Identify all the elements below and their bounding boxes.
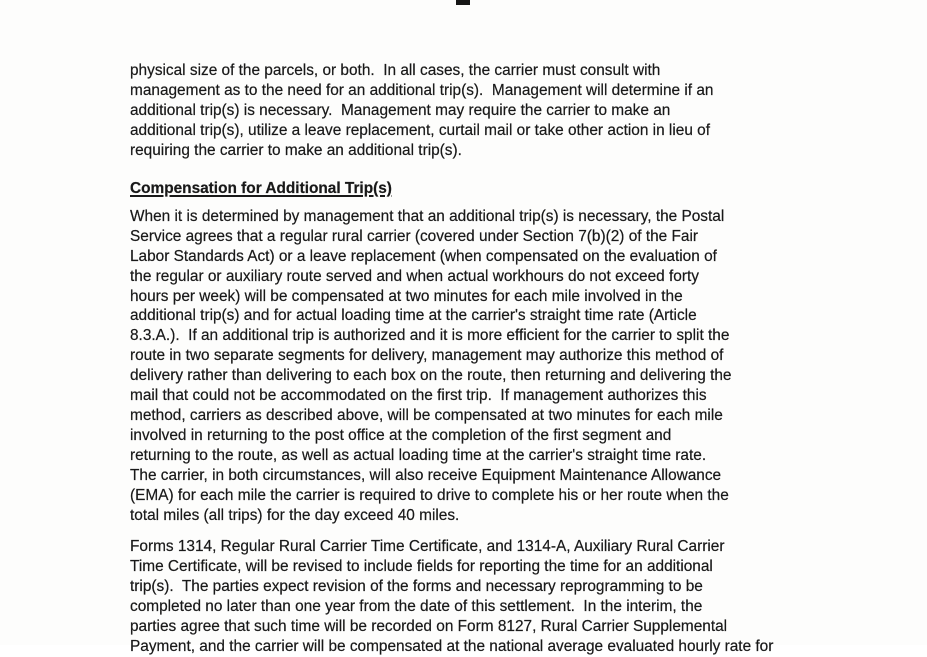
text-line: Service agrees that a regular rural carrier (covered under Section 7(b)(2) of the Fair <box>130 227 698 245</box>
text-line: 8.3.A.). If an additional trip is authorized and it is more efficient for the carrier to split the <box>130 327 730 345</box>
text-line: management as to the need for an additional trip(s). Management will determine if an <box>130 81 714 99</box>
text-line: Labor Standards Act) or a leave replacement (when compensated on the evaluation of <box>130 247 717 265</box>
text-line: Forms 1314, Regular Rural Carrier Time Certificate, and 1314-A, Auxiliary Rural Carrier <box>130 538 725 556</box>
text-line: hours per week) will be compensated at two minutes for each mile involved in the <box>130 287 683 305</box>
section-heading <box>130 179 830 199</box>
text-line: Time Certificate, will be revised to include fields for reporting the time for an additional <box>130 558 713 576</box>
text-line: Payment, and the carrier will be compensated at the national average evaluated hourly rate for <box>130 637 774 655</box>
text-line: returning to the route, as well as actual loading time at the carrier's straight time rate. <box>130 446 707 464</box>
text-line: completed no later than one year from the date of this settlement. In the interim, the <box>130 598 703 616</box>
text-line: physical size of the parcels, or both. In all cases, the carrier must consult with <box>130 62 661 79</box>
text-line: involved in returning to the post office at the completion of the first segment and <box>130 426 672 444</box>
text-line: additional trip(s) and for actual loading time at the carrier's straight time rate (Article <box>130 307 697 325</box>
document-body <box>130 61 830 657</box>
text-line: total miles (all trips) for the day exceed 40 miles. <box>130 506 460 524</box>
text-line: trip(s). The parties expect revision of the forms and necessary reprogramming to be <box>130 578 703 596</box>
page-number-cutoff-mark <box>456 0 470 5</box>
text-line: method, carriers as described above, will be compensated at two minutes for each mile <box>130 407 723 424</box>
paragraph <box>130 207 830 526</box>
text-line: When it is determined by management that an additional trip(s) is necessary, the Postal <box>130 207 725 225</box>
text-line: additional trip(s), utilize a leave replacement, curtail mail or take other action in lieu of <box>130 121 710 139</box>
text-line: (EMA) for each mile the carrier is required to drive to complete his or her route when the <box>130 486 729 504</box>
text-line: parties agree that such time will be recorded on Form 8127, Rural Carrier Supplemental <box>130 618 728 636</box>
text-line: delivery rather than delivering to each box on the route, then returning and delivering the <box>130 367 732 385</box>
text-line: The carrier, in both circumstances, will also receive Equipment Maintenance Allowance <box>130 466 722 484</box>
text-line: requiring the carrier to make an additional trip(s). <box>130 141 462 159</box>
paragraph <box>130 537 830 656</box>
text-line: route in two separate segments for delivery, management may authorize this method of <box>130 347 724 365</box>
text-line: additional trip(s) is necessary. Management may require the carrier to make an <box>130 101 671 119</box>
text-line: mail that could not be accommodated on the first trip. If management authorizes this <box>130 387 707 405</box>
text-line: the regular or auxiliary route served and when actual workhours do not exceed forty <box>130 267 699 285</box>
paragraph <box>130 61 830 161</box>
text-line: Compensation for Additional Trip(s) <box>130 180 392 198</box>
